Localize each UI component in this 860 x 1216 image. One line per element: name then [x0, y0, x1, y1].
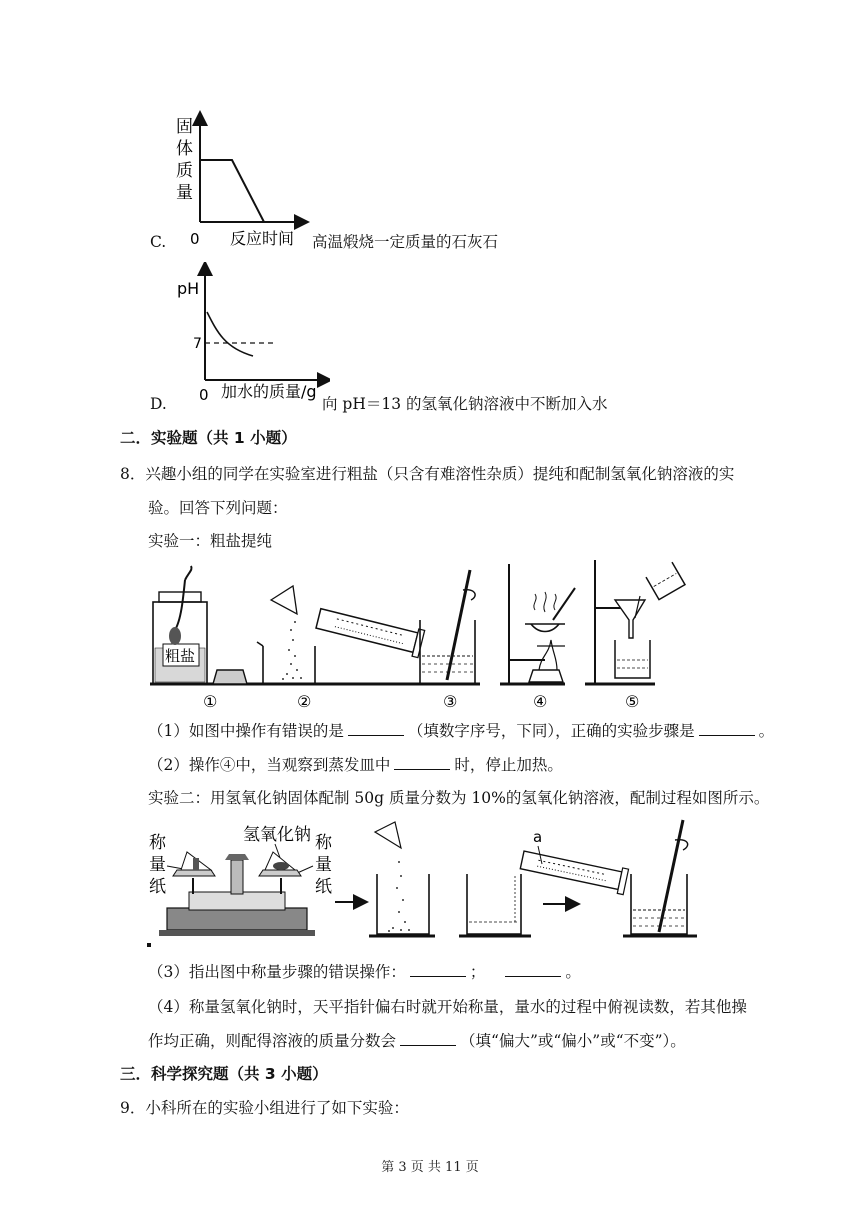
step-label-2: ② — [297, 692, 312, 710]
q8-sub4-line2 — [148, 1031, 686, 1051]
answer-blank[interactable] — [400, 1031, 456, 1046]
bottle-lid — [213, 670, 247, 684]
section3-heading: 三．科学探究题（共 3 小题） — [120, 1065, 328, 1083]
label-left-2: 量 — [149, 855, 166, 875]
option-d-letter: D. — [150, 395, 167, 413]
q9-stem: 9．小科所在的实验小组进行了如下实验： — [120, 1099, 409, 1117]
step-label-3: ③ — [443, 692, 458, 710]
answer-blank[interactable] — [394, 755, 450, 770]
q8-sub2-part2: 时，停止加热。 — [454, 756, 563, 774]
filtration-stand — [585, 560, 685, 684]
graph-d — [165, 262, 330, 407]
q8-stem-line1: 8．兴趣小组的同学在实验室进行粗盐（只含有难溶性杂质）提纯和配制氢氧化钠溶液的实 — [120, 465, 735, 483]
beaker-3 — [410, 570, 480, 684]
exp1-title: 实验一：粗盐提纯 — [148, 532, 273, 550]
beaker-stir — [623, 820, 697, 936]
y-label-4: 量 — [176, 183, 193, 203]
q8-sub2-part1: （2）操作④中，当观察到蒸发皿中 — [148, 756, 391, 774]
answer-blank[interactable] — [348, 721, 404, 736]
q8-sub1-part3: 。 — [758, 722, 775, 740]
exp2-figure — [145, 818, 735, 946]
origin-label: 0 — [199, 386, 209, 404]
tick-7: 7 — [193, 336, 202, 352]
label-left-3: 纸 — [149, 877, 166, 897]
q8-sub4-line1: （4）称量氢氧化钠时，天平指针偏右时就开始称量，量水的过程中俯视读数，若其他操 — [148, 998, 747, 1016]
evaporation-stand — [500, 564, 575, 684]
answer-blank[interactable] — [410, 962, 466, 977]
q8-stem-line2: 验。回答下列问题： — [148, 499, 288, 517]
q8-sub4-part1: 作均正确，则配得溶液的质量分数会 — [148, 1032, 397, 1050]
exp1-figure — [145, 560, 725, 710]
x-label: 加水的质量/g — [221, 382, 317, 401]
label-left-1: 称 — [149, 833, 166, 853]
graph-c — [160, 110, 310, 250]
y-label-3: 质 — [176, 161, 193, 181]
q8-sub3-part3: 。 — [565, 963, 581, 981]
label-right-3: 纸 — [315, 877, 332, 897]
answer-blank[interactable] — [505, 962, 561, 977]
beaker-water — [459, 828, 629, 936]
option-c-text: 高温煅烧一定质量的石灰石 — [312, 233, 499, 251]
q8-sub2 — [148, 755, 563, 775]
small-dot — [147, 943, 151, 947]
q8-sub3 — [148, 962, 581, 982]
option-d-text: 向 pH＝13 的氢氧化钠溶液中不断加入水 — [322, 395, 608, 413]
label-naoh: 氢氧化钠 — [243, 825, 311, 845]
answer-blank[interactable] — [699, 721, 755, 736]
page-footer: 第 3 页 共 11 页 — [381, 1160, 479, 1175]
salt-bottle — [153, 566, 207, 684]
origin-label: 0 — [190, 230, 200, 248]
balance — [159, 852, 315, 936]
curve — [200, 160, 264, 222]
y-label-1: 固 — [176, 117, 193, 137]
y-label-2: 体 — [176, 139, 193, 159]
step-label-4: ④ — [533, 692, 548, 710]
curve — [207, 312, 253, 356]
q8-sub3-part1: （3）指出图中称量步骤的错误操作： — [148, 963, 406, 981]
label-a: a — [533, 828, 543, 846]
x-label: 反应时间 — [230, 229, 295, 248]
label-right-2: 量 — [315, 855, 332, 875]
label-right-1: 称 — [315, 833, 332, 853]
q8-sub1-part2: （填数字序号，下同），正确的实验步骤是 — [407, 722, 695, 740]
q8-sub3-part2: ； — [469, 963, 486, 981]
exp2-title: 实验二：用氢氧化钠固体配制 50g 质量分数为 10%的氢氧化钠溶液，配制过程如图所示。 — [148, 789, 770, 807]
option-c-letter: C. — [150, 233, 167, 251]
step-label-5: ⑤ — [625, 692, 640, 710]
q8-sub4-part2: （填“偏大”或“偏小”或“不变”）。 — [460, 1032, 686, 1050]
cylinder-tilted — [315, 605, 425, 658]
q8-sub1 — [148, 721, 774, 741]
bottle-label: 粗盐 — [165, 647, 196, 665]
y-label: pH — [177, 279, 200, 298]
beaker-pour — [369, 822, 435, 936]
step-label-1: ① — [203, 692, 218, 710]
beaker-2 — [257, 586, 315, 684]
q8-sub1-part1: （1）如图中操作有错误的是 — [148, 722, 344, 740]
section2-heading: 二．实验题（共 1 小题） — [120, 429, 297, 447]
